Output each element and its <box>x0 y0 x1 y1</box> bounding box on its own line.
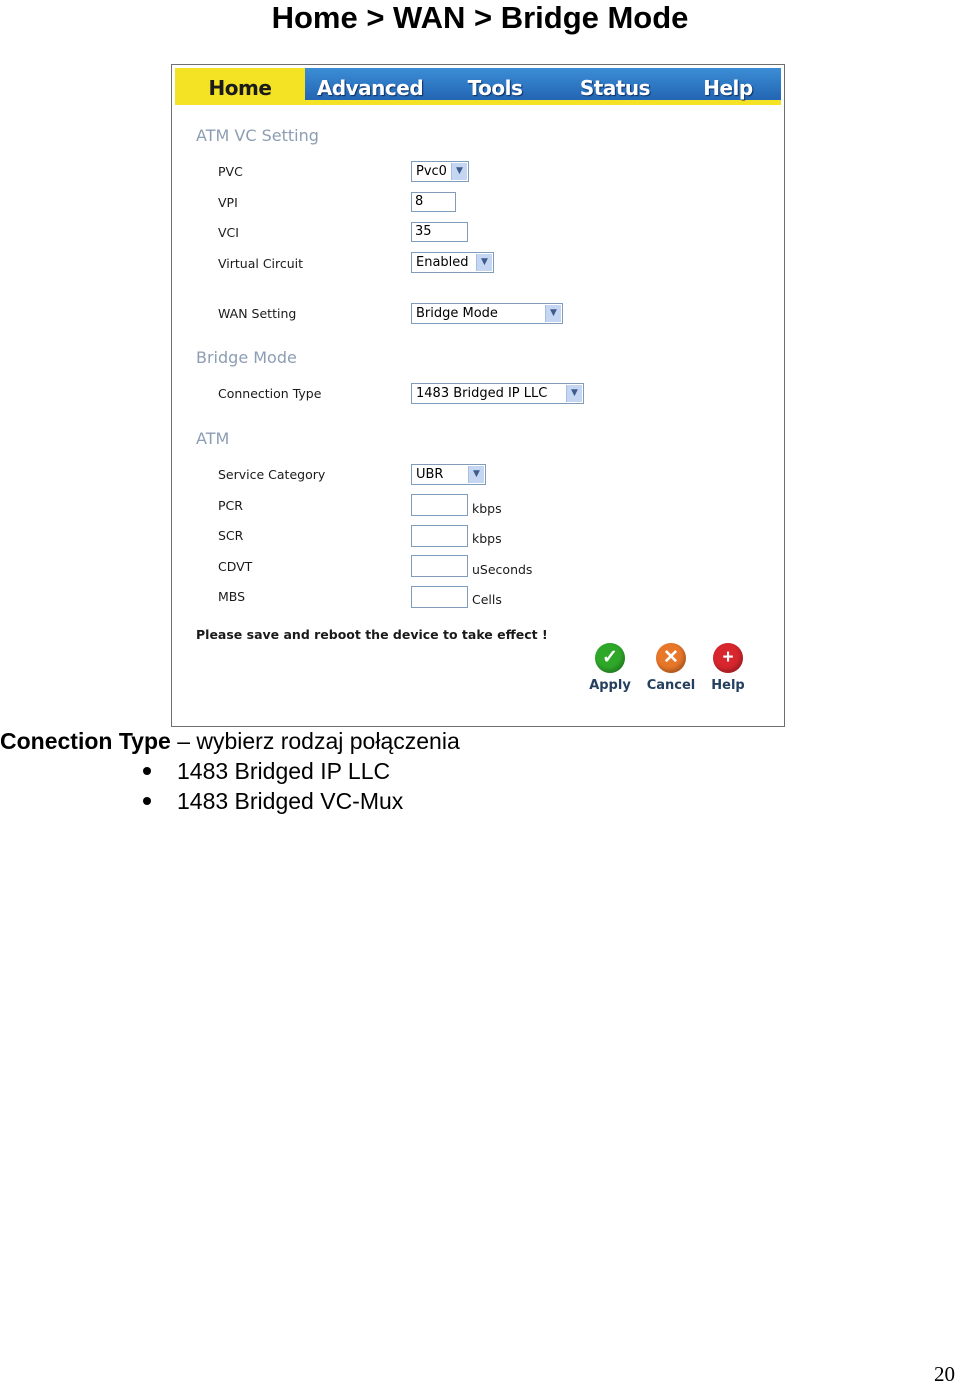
tab-advanced[interactable]: Advanced <box>316 76 424 100</box>
chevron-down-icon: ▼ <box>545 305 561 322</box>
cdvt-label: CDVT <box>218 559 253 574</box>
vci-input[interactable]: 35 <box>411 222 468 242</box>
connection-type-value: 1483 Bridged IP LLC <box>416 386 548 401</box>
service-category-select[interactable] <box>411 464 486 485</box>
description-term: Conection Type <box>0 728 171 754</box>
list-item <box>143 758 390 785</box>
cancel-label: Cancel <box>646 678 696 693</box>
cancel-button[interactable] <box>644 643 698 693</box>
apply-button[interactable] <box>585 643 635 693</box>
vci-label: VCI <box>218 225 239 240</box>
wan-setting-value: Bridge Mode <box>416 306 498 321</box>
service-category-label: Service Category <box>218 467 326 482</box>
tab-status[interactable]: Status <box>579 76 651 100</box>
wan-setting-select[interactable] <box>411 303 563 324</box>
wan-setting-label: WAN Setting <box>218 306 297 321</box>
chevron-down-icon: ▼ <box>566 385 582 402</box>
service-category-value: UBR <box>416 467 444 482</box>
reboot-note: Please save and reboot the device to take effect ! <box>196 627 548 642</box>
pvc-label: PVC <box>218 164 243 179</box>
help-label: Help <box>711 678 745 693</box>
scr-label: SCR <box>218 528 244 543</box>
scr-unit: kbps <box>472 531 502 546</box>
tab-tools[interactable]: Tools <box>467 76 523 100</box>
chevron-down-icon: ▼ <box>451 163 467 180</box>
virtual-circuit-label: Virtual Circuit <box>218 256 304 271</box>
mbs-label: MBS <box>218 589 246 604</box>
description-text: – wybierz rodzaj połączenia <box>170 728 460 754</box>
apply-label: Apply <box>589 678 631 693</box>
cross-icon: ✕ <box>656 643 686 673</box>
pvc-value: Pvc0 <box>416 164 447 179</box>
cdvt-unit: uSeconds <box>472 562 533 577</box>
mbs-input[interactable] <box>411 586 468 608</box>
plus-icon: + <box>713 643 743 673</box>
option-text: 1483 Bridged IP LLC <box>177 758 391 784</box>
option-text: 1483 Bridged VC-Mux <box>177 788 404 814</box>
pcr-label: PCR <box>218 498 243 513</box>
description-line <box>0 728 460 755</box>
page-number: 20 <box>934 1362 955 1386</box>
pcr-unit: kbps <box>472 501 502 516</box>
cdvt-input[interactable] <box>411 555 468 577</box>
nav-tabs <box>175 68 781 105</box>
bullet-icon <box>143 797 151 805</box>
chevron-down-icon: ▼ <box>476 254 492 271</box>
router-screenshot <box>171 64 785 727</box>
page-title: Home > WAN > Bridge Mode <box>271 0 689 35</box>
vpi-label: VPI <box>218 195 238 210</box>
list-item <box>143 788 403 815</box>
atm-heading: ATM <box>196 429 230 448</box>
checkmark-icon: ✓ <box>595 643 625 673</box>
connection-type-select[interactable] <box>411 383 584 404</box>
virtual-circuit-select[interactable] <box>411 252 494 273</box>
bullet-icon <box>143 767 151 775</box>
help-button[interactable] <box>706 643 750 693</box>
pvc-select[interactable] <box>411 161 469 182</box>
chevron-down-icon: ▼ <box>468 466 484 483</box>
pcr-input[interactable] <box>411 494 468 516</box>
mbs-unit: Cells <box>472 592 502 607</box>
atm-vc-setting-heading: ATM VC Setting <box>196 126 319 145</box>
connection-type-label: Connection Type <box>218 386 322 401</box>
tab-home[interactable]: Home <box>175 68 305 105</box>
virtual-circuit-value: Enabled <box>416 255 469 270</box>
scr-input[interactable] <box>411 525 468 547</box>
tab-help[interactable]: Help <box>703 76 753 100</box>
vpi-input[interactable]: 8 <box>411 192 456 212</box>
bridge-mode-heading: Bridge Mode <box>196 348 297 367</box>
